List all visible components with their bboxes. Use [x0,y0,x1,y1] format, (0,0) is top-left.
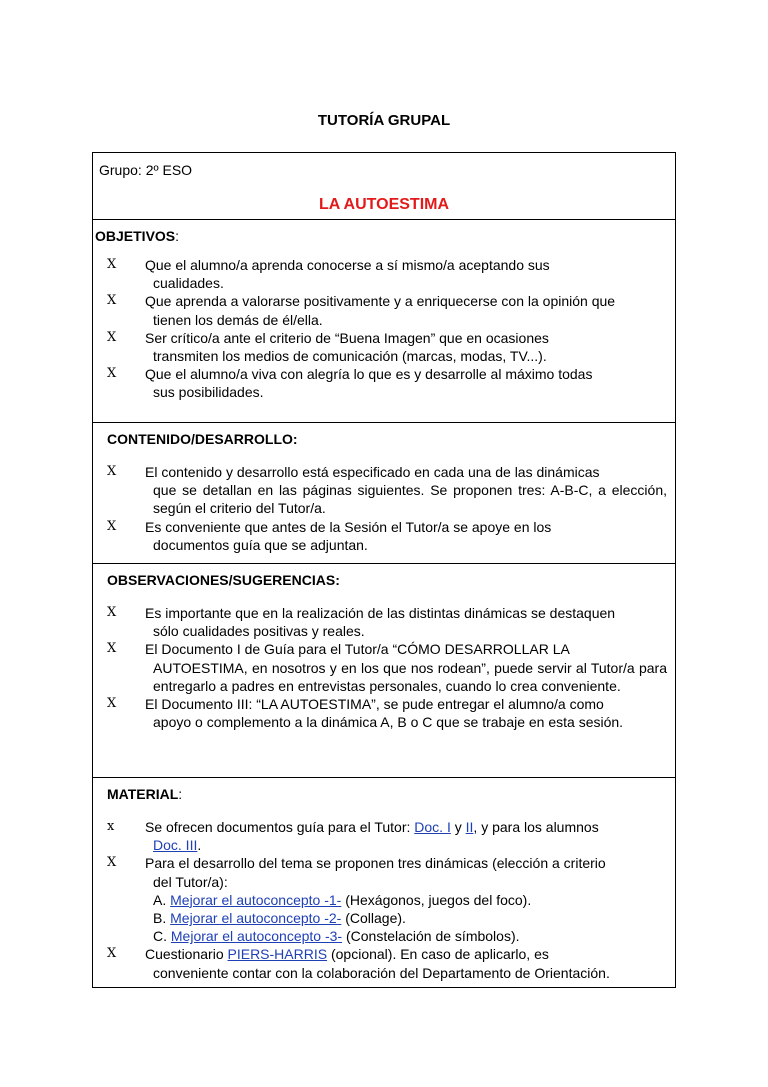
material-list [93,808,675,984]
tutoria-table [92,152,676,988]
doc-iii-link[interactable]: Doc. III [153,837,198,854]
bullet-x-icon: X [107,855,117,871]
list-item: X Ser crítico/a ante el criterio de “Buena Imagen” que en ocasiones transmiten los medios de comunicación (marcas, modas, TV...). [107,329,549,365]
list-item: X Para el desarrollo del tema se proponen tres dinámicas (elección a criterio del Tutor/a): A. Mejorar el autoconcepto -1- (Hexágonos, juegos del foco). B. Mejorar el autoconcepto -2- (Collage). C. Mejorar el autoconcepto -3- (Constelación de símbolos). [93,854,667,945]
grupo-section [93,153,675,219]
dinamica-b-link[interactable]: Mejorar el autoconcepto -2- [170,910,342,927]
bullet-x-icon: x [107,819,115,834]
dinamica-c-link[interactable]: Mejorar el autoconcepto -3- [170,928,343,945]
bullet-x-icon: X [107,293,117,309]
list-item: X El Documento III: “LA AUTOESTIMA”, se pude entregar el alumno/a como apoyo o complemento a la dinámica A, B o C que se trabaje en esta sesión. [107,696,624,731]
dinamica-c: C. Mejorar el autoconcepto -3- (Constelación de símbolos). [153,928,520,945]
list-item: X Que el alumno/a aprenda conocerse a sí mismo/a aceptando sus cualidades. [107,257,550,292]
bullet-x-icon: X [107,366,117,382]
doc-i-link[interactable]: Doc. I [414,819,451,835]
list-item: X Que el alumno/a viva con alegría lo que es y desarrolle al máximo todas sus posibilidades. [107,366,593,401]
list-item: X El contenido y desarrollo está especificado en cada una de las dinámicas que se detallan en las páginas siguientes. Se proponen tres: A-B-C, a elección, según el criterio del Tutor/a. [107,464,667,517]
dinamica-a: A. Mejorar el autoconcepto -1- (Hexágonos, juegos del foco). [153,891,532,908]
material-heading: MATERIAL: [107,786,183,802]
list-item: X Que aprenda a valorarse positivamente y a enriquecerse con la opinión que tienen los demás de él/ella. [107,293,616,328]
bullet-x-icon: X [107,696,117,712]
list-item: X Cuestionario PIERS-HARRIS (opcional). En caso de aplicarlo, es conveniente contar con la colaboración del Departamento de Orientación. [107,946,610,981]
list-item: x Se ofrecen documentos guía para el Tutor: Doc. I y II, y para los alumnos Doc. III. [107,819,599,854]
observaciones-section [93,563,675,777]
topic-title: LA AUTOESTIMA [318,196,450,213]
grupo-label: Grupo: 2º ESO [99,162,193,178]
bullet-x-icon: X [107,946,117,962]
observaciones-heading: OBSERVACIONES/SUGERENCIAS: [107,572,340,588]
dinamica-b: B. Mejorar el autoconcepto -2- (Collage). [153,910,406,927]
bullet-x-icon: X [107,605,117,620]
material-section [93,777,675,987]
list-item: X Es conveniente que antes de la Sesión el Tutor/a se apoye en los documentos guía que se adjuntan. [107,518,552,553]
bullet-x-icon: X [107,329,117,345]
contenido-list [93,453,675,556]
bullet-x-icon: X [107,257,117,272]
list-item: X El Documento I de Guía para el Tutor/a “CÓMO DESARROLLAR LA AUTOESTIMA, en nosotros y en los que nos rodean”, puede servir al Tutor/a para entregarlo a padres en entrevistas personales, cuando lo crea conveniente. [107,641,667,694]
objetivos-section [93,219,675,422]
dinamica-a-link[interactable]: Mejorar el autoconcepto -1- [170,891,342,908]
observaciones-list [93,594,675,733]
doc-ii-link[interactable]: II [465,819,474,835]
objetivos-heading: OBJETIVOS: [95,228,180,244]
objetivos-list [93,250,675,404]
page-title: TUTORÍA GRUPAL [317,112,451,129]
contenido-section [93,422,675,563]
bullet-x-icon: X [107,641,117,657]
bullet-x-icon: X [107,518,117,534]
bullet-x-icon: X [107,464,117,479]
list-item: X Es importante que en la realización de las distintas dinámicas se destaquen sólo cualidades positivas y reales. [107,605,616,640]
piers-harris-link[interactable]: PIERS-HARRIS [227,946,328,963]
contenido-heading: CONTENIDO/DESARROLLO: [107,431,298,447]
